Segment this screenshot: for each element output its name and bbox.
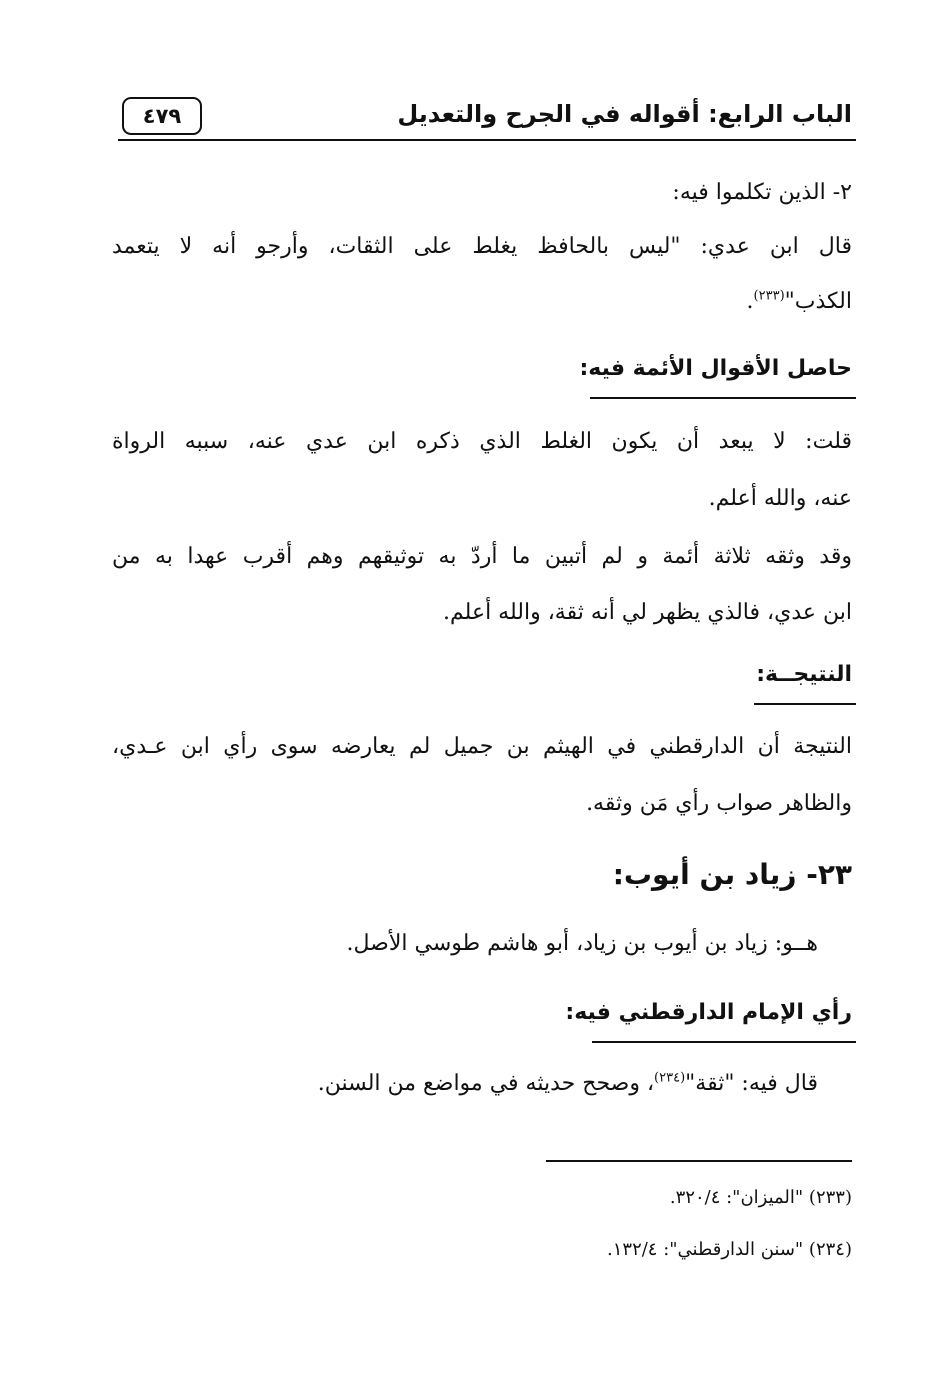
paragraph-line: وقد وثقه ثلاثة أئمة و لم أتبين ما أردّ به توثيقهم وهم أقرب عهدا به من xyxy=(112,544,852,569)
paragraph-line xyxy=(112,285,852,319)
paragraph-line: هــو: زياد بن أيوب بن زياد، أبو هاشم طوسي الأصل. xyxy=(346,931,818,956)
section-subtitle: ٢- الذين تكلموا فيه: xyxy=(672,180,852,205)
heading-underline xyxy=(592,1041,856,1043)
paragraph-line: النتيجة أن الدارقطني في الهيثم بن جميل لم يعارضه سوى رأي ابن عـدي، xyxy=(112,734,852,759)
footnote-divider xyxy=(546,1160,852,1162)
paragraph-line: ابن عدي، فالذي يظهر لي أنه ثقة، والله أعلم. xyxy=(443,600,852,625)
footnote: (٢٣٣) "الميزان": ٣٢٠/٤. xyxy=(669,1187,852,1208)
heading-opinion: رأي الإمام الدارقطني فيه: xyxy=(565,1000,852,1025)
heading-underline xyxy=(754,703,856,705)
paragraph-line: عنه، والله أعلم. xyxy=(708,486,852,511)
paragraph-line: قلت: لا يبعد أن يكون الغلط الذي ذكره ابن عدي عنه، سببه الرواة xyxy=(112,429,852,454)
paragraph-line: والظاهر صواب رأي مَن وثقه. xyxy=(586,791,852,816)
page-number-badge: ٤٧٩ xyxy=(122,97,202,135)
entry-title: ٢٣- زياد بن أيوب: xyxy=(612,858,852,891)
footnote-ref: (٢٣٤) xyxy=(654,1070,686,1086)
sentence-rest: ، وصحح حديثه في مواضع من السنن. xyxy=(317,1071,655,1096)
quote-text: قال فيه: "ثقة" xyxy=(685,1071,818,1096)
quote-text: الكذب" xyxy=(784,289,852,314)
chapter-title: الباب الرابع: أقواله في الجرح والتعديل xyxy=(397,100,852,128)
footnote: (٢٣٤) "سنن الدارقطني": ١٣٢/٤. xyxy=(607,1239,852,1260)
heading-underline xyxy=(590,397,856,399)
heading-result: النتيجــة: xyxy=(756,662,852,687)
footnote-ref: (٢٣٣) xyxy=(753,288,785,304)
heading-summary: حاصل الأقوال الأئمة فيه: xyxy=(579,356,852,381)
paragraph-line: قال ابن عدي: "ليس بالحافظ يغلط على الثقات، وأرجو أنه لا يتعمد xyxy=(112,234,852,259)
paragraph-line xyxy=(112,1067,818,1101)
period: . xyxy=(746,289,754,314)
header-divider xyxy=(118,139,856,141)
